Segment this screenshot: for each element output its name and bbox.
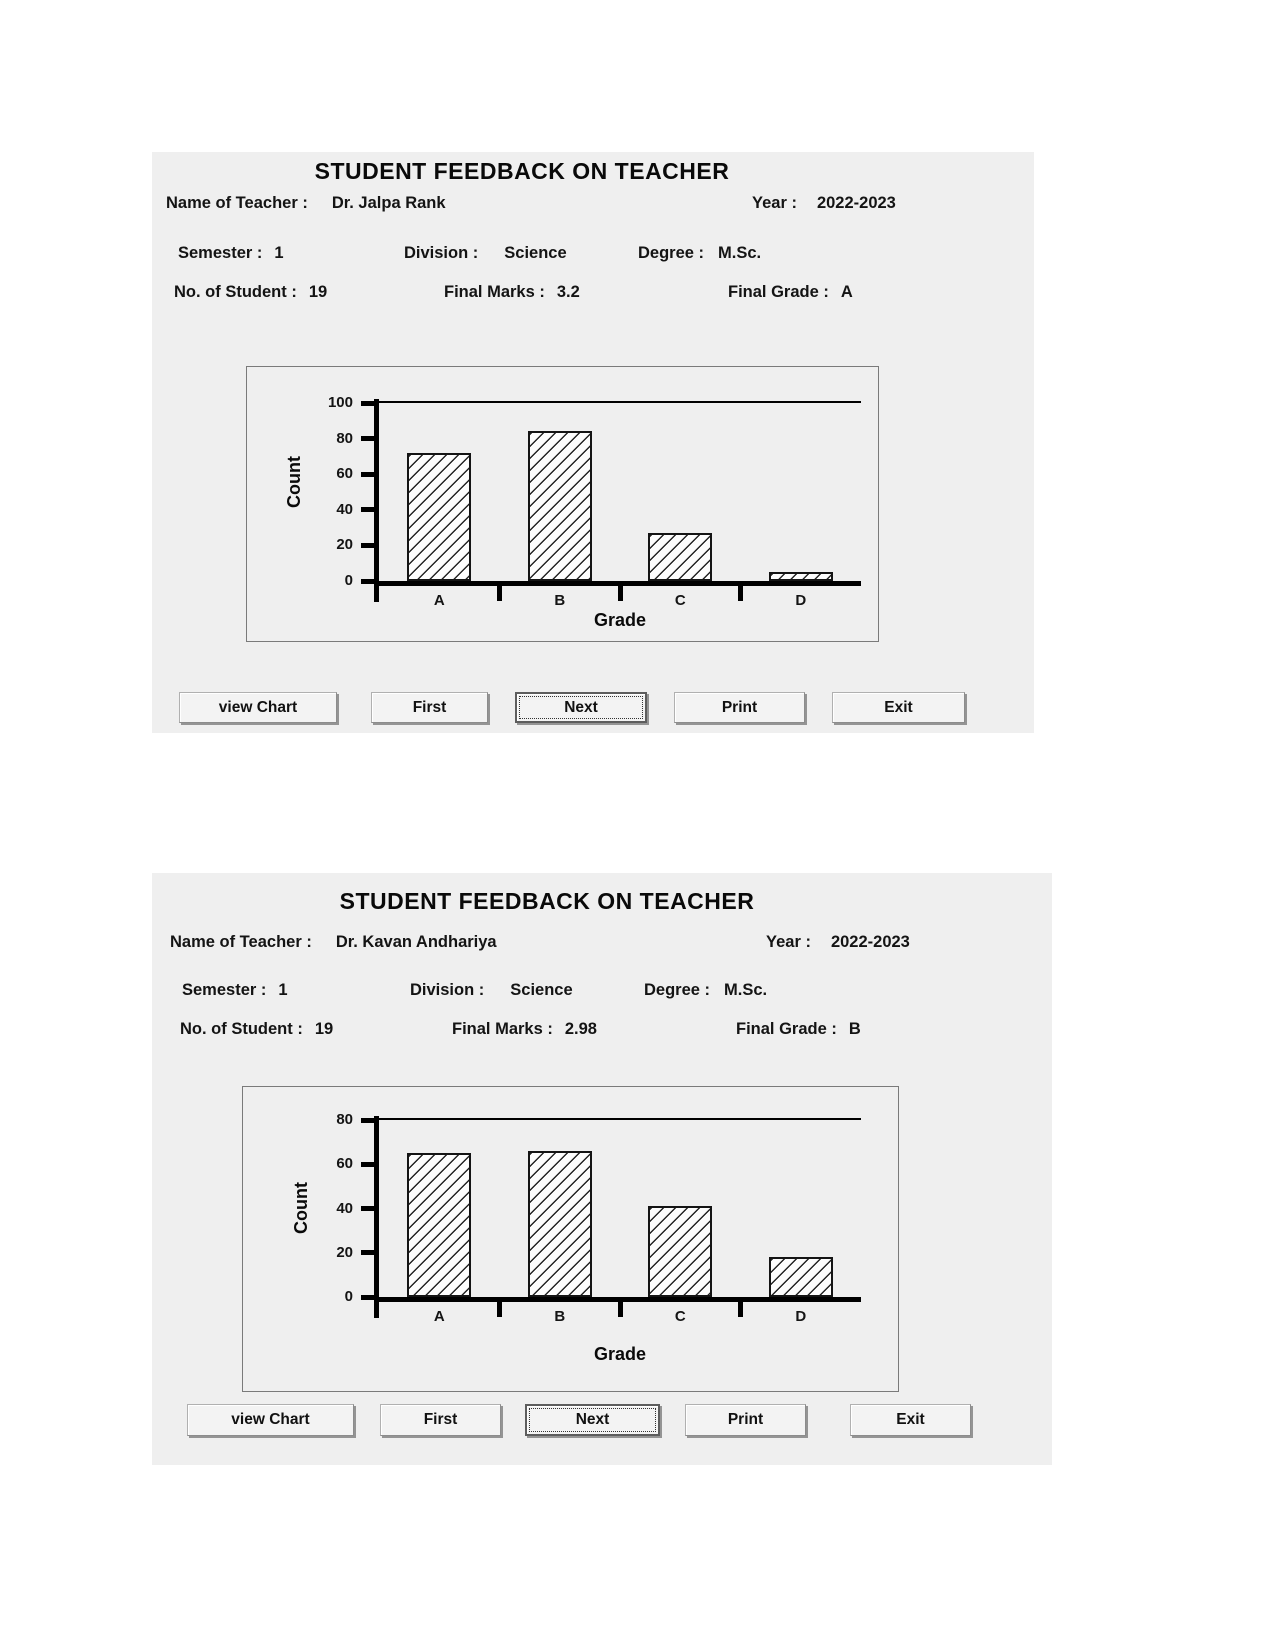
y-tick-label: 80 bbox=[336, 1111, 353, 1128]
form-title: STUDENT FEEDBACK ON TEACHER bbox=[314, 158, 730, 184]
final-marks-value: 3.2 bbox=[556, 283, 580, 301]
exit-button[interactable]: Exit bbox=[832, 692, 965, 723]
year-label: Year : bbox=[752, 194, 797, 212]
bar-A bbox=[407, 453, 471, 581]
final-marks-value: 2.98 bbox=[564, 1020, 597, 1038]
final-grade-value: B bbox=[848, 1020, 861, 1038]
y-tick bbox=[361, 579, 374, 584]
y-tick bbox=[361, 1250, 374, 1255]
y-tick-label: 20 bbox=[336, 536, 353, 554]
y-tick bbox=[361, 1206, 374, 1211]
final-marks-field bbox=[444, 283, 580, 302]
y-tick-label: 40 bbox=[336, 500, 353, 518]
semester-field bbox=[178, 244, 284, 263]
y-tick-label: 0 bbox=[344, 1288, 353, 1305]
final-grade-value: A bbox=[840, 283, 853, 301]
y-tick bbox=[361, 543, 374, 548]
y-tick bbox=[361, 1162, 374, 1167]
y-axis-title: Count bbox=[291, 1182, 311, 1234]
x-category-label: B bbox=[554, 592, 566, 609]
y-tick-label: 40 bbox=[336, 1199, 353, 1217]
teacher-name-value: Dr. Jalpa Rank bbox=[331, 194, 446, 212]
x-category-label: B bbox=[554, 1308, 566, 1325]
year-value: 2022-2023 bbox=[830, 933, 910, 951]
division-label: Division : bbox=[410, 981, 485, 999]
x-category-label: D bbox=[795, 1308, 807, 1325]
x-axis-title: Grade bbox=[593, 1344, 647, 1364]
view-chart-button[interactable]: view Chart bbox=[187, 1404, 354, 1436]
grade-bar-chart bbox=[336, 1111, 861, 1325]
y-tick bbox=[361, 1118, 374, 1123]
student-count-field bbox=[180, 1020, 333, 1039]
bar-B bbox=[528, 1151, 592, 1297]
x-category-label: A bbox=[433, 1308, 445, 1325]
student-count-field bbox=[174, 283, 327, 302]
y-tick bbox=[361, 507, 374, 512]
student-count-label: No. of Student : bbox=[174, 283, 297, 301]
bar-C bbox=[648, 533, 712, 581]
x-category-label: D bbox=[795, 592, 807, 609]
form-title: STUDENT FEEDBACK ON TEACHER bbox=[339, 888, 755, 914]
year-value: 2022-2023 bbox=[816, 194, 896, 212]
bar-B bbox=[528, 431, 592, 581]
final-grade-label: Final Grade : bbox=[728, 283, 829, 301]
semester-value: 1 bbox=[278, 981, 288, 999]
bar-C bbox=[648, 1206, 712, 1297]
semester-field bbox=[182, 981, 288, 1000]
x-category-label: A bbox=[433, 592, 445, 609]
print-button[interactable]: Print bbox=[674, 692, 805, 723]
view-chart-button[interactable]: view Chart bbox=[179, 692, 337, 723]
y-tick bbox=[361, 1295, 374, 1300]
y-axis bbox=[374, 399, 379, 602]
feedback-form-panel-2 bbox=[152, 873, 1052, 1465]
year-field bbox=[766, 933, 910, 952]
y-tick bbox=[361, 436, 374, 441]
y-tick-label: 60 bbox=[336, 1155, 353, 1173]
x-category-label: C bbox=[674, 592, 686, 609]
degree-label: Degree : bbox=[638, 244, 705, 262]
y-tick-label: 60 bbox=[336, 465, 353, 483]
x-axis-title: Grade bbox=[593, 610, 647, 630]
grade-chart-frame bbox=[246, 366, 879, 642]
degree-value: M.Sc. bbox=[724, 981, 768, 999]
next-button[interactable]: Next bbox=[515, 692, 647, 723]
y-tick-label: 0 bbox=[344, 572, 353, 589]
final-marks-label: Final Marks : bbox=[452, 1020, 553, 1038]
y-tick bbox=[361, 472, 374, 477]
teacher-name-field bbox=[170, 933, 497, 952]
division-field bbox=[404, 244, 567, 263]
year-label: Year : bbox=[766, 933, 811, 951]
degree-label: Degree : bbox=[644, 981, 711, 999]
division-label: Division : bbox=[404, 244, 479, 262]
semester-label: Semester : bbox=[178, 244, 263, 262]
student-count-label: No. of Student : bbox=[180, 1020, 303, 1038]
y-axis bbox=[374, 1116, 379, 1318]
y-tick-label: 80 bbox=[336, 429, 353, 447]
y-tick-label: 100 bbox=[327, 394, 353, 411]
final-marks-field bbox=[452, 1020, 597, 1039]
final-marks-label: Final Marks : bbox=[444, 283, 545, 301]
semester-value: 1 bbox=[274, 244, 284, 262]
degree-value: M.Sc. bbox=[718, 244, 762, 262]
teacher-name-field bbox=[166, 194, 446, 213]
division-value: Science bbox=[504, 244, 567, 262]
y-tick bbox=[361, 401, 374, 406]
y-axis-title: Count bbox=[284, 456, 304, 508]
student-count-value: 19 bbox=[308, 283, 328, 301]
semester-label: Semester : bbox=[182, 981, 267, 999]
print-button[interactable]: Print bbox=[685, 1404, 806, 1436]
bar-A bbox=[407, 1153, 471, 1297]
teacher-name-label: Name of Teacher : bbox=[166, 194, 308, 212]
final-grade-field bbox=[736, 1020, 861, 1039]
x-category-label: C bbox=[674, 1308, 686, 1325]
first-button[interactable]: First bbox=[371, 692, 488, 723]
plot-top-line bbox=[379, 1118, 861, 1120]
year-field bbox=[752, 194, 896, 213]
bar-D bbox=[769, 572, 833, 581]
feedback-form-panel-1 bbox=[152, 152, 1034, 733]
teacher-name-label: Name of Teacher : bbox=[170, 933, 312, 951]
next-button[interactable]: Next bbox=[525, 1404, 660, 1436]
grade-bar-chart bbox=[327, 394, 861, 609]
final-grade-field bbox=[728, 283, 853, 302]
final-grade-label: Final Grade : bbox=[736, 1020, 837, 1038]
first-button[interactable]: First bbox=[380, 1404, 501, 1436]
y-tick-label: 20 bbox=[336, 1243, 353, 1261]
student-count-value: 19 bbox=[314, 1020, 334, 1038]
grade-chart-frame bbox=[242, 1086, 899, 1392]
division-value: Science bbox=[510, 981, 573, 999]
plot-top-line bbox=[379, 401, 861, 403]
degree-field bbox=[638, 244, 761, 263]
exit-button[interactable]: Exit bbox=[850, 1404, 971, 1436]
division-field bbox=[410, 981, 573, 1000]
teacher-name-value: Dr. Kavan Andhariya bbox=[335, 933, 497, 951]
bar-D bbox=[769, 1257, 833, 1297]
degree-field bbox=[644, 981, 767, 1000]
